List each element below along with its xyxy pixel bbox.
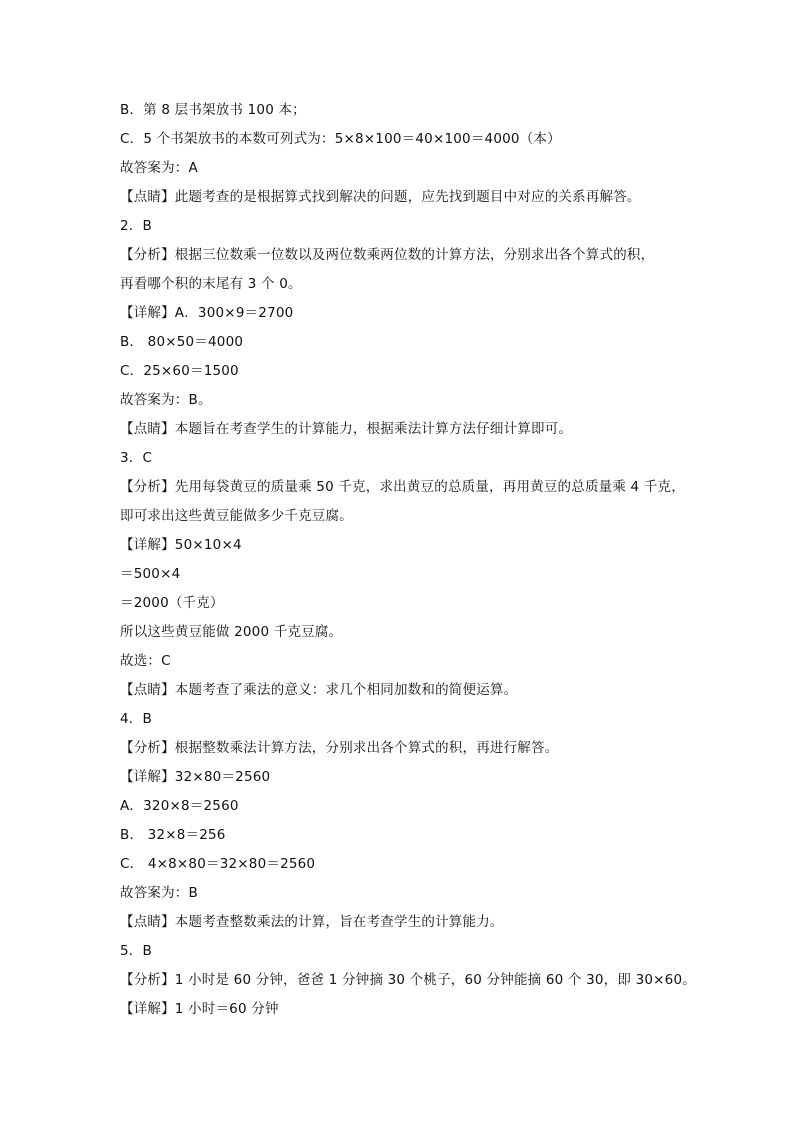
text-line: 【点睛】本题旨在考查学生的计算能力，根据乘法计算方法仔细计算即可。	[120, 421, 573, 437]
text-line: C． 4×8×80＝32×80＝2560	[120, 856, 316, 872]
text-line: 【详解】A．300×9＝2700	[120, 305, 294, 321]
text-line: 【点睛】本题考查了乘法的意义：求几个相同加数和的简便运算。	[120, 682, 518, 698]
text-line: C．5 个书架放书的本数可列式为：5×8×100＝40×100＝4000（本）	[120, 131, 561, 147]
text-line: 【分析】先用每袋黄豆的质量乘 50 千克，求出黄豆的总质量，再用黄豆的总质量乘 4 千克，	[120, 479, 685, 495]
text-line: 故选：C	[120, 653, 171, 669]
text-line: 故答案为：A	[120, 160, 198, 176]
text-line: 【分析】根据三位数乘一位数以及两位数乘两位数的计算方法，分别求出各个算式的积，	[120, 247, 655, 263]
text-line: 即可求出这些黄豆能做多少千克豆腐。	[120, 508, 353, 524]
question-number: 2．B	[120, 218, 152, 234]
text-line: C．25×60＝1500	[120, 363, 239, 379]
text-line: 【详解】1 小时＝60 分钟	[120, 1001, 279, 1017]
text-line: ＝2000（千克）	[120, 595, 224, 611]
text-line: B． 80×50＝4000	[120, 334, 244, 350]
document-body	[120, 96, 710, 1024]
text-line: 再看哪个积的末尾有 3 个 0。	[120, 276, 302, 292]
text-line: 故答案为：B。	[120, 392, 212, 408]
text-line: 【分析】1 小时是 60 分钟，爸爸 1 分钟摘 30 个桃子，60 分钟能摘 60 个 30，即 30×60。	[120, 972, 696, 988]
text-line: 【详解】50×10×4	[120, 537, 242, 553]
text-line: 【分析】根据整数乘法计算方法，分别求出各个算式的积，再进行解答。	[120, 740, 559, 756]
text-line: A．320×8＝2560	[120, 798, 239, 814]
text-line: 【点睛】此题考查的是根据算式找到解决的问题，应先找到题目中对应的关系再解答。	[120, 189, 641, 205]
question-number: 5．B	[120, 943, 152, 959]
text-line: 故答案为：B	[120, 885, 198, 901]
text-line: B．第 8 层书架放书 100 本；	[120, 102, 306, 118]
question-number: 3．C	[120, 450, 153, 466]
question-number: 4．B	[120, 711, 152, 727]
text-line: ＝500×4	[120, 566, 181, 582]
text-line: B． 32×8＝256	[120, 827, 226, 843]
text-line: 所以这些黄豆能做 2000 千克豆腐。	[120, 624, 343, 640]
text-line: 【详解】32×80＝2560	[120, 769, 271, 785]
text-line: 【点睛】本题考查整数乘法的计算，旨在考查学生的计算能力。	[120, 914, 504, 930]
